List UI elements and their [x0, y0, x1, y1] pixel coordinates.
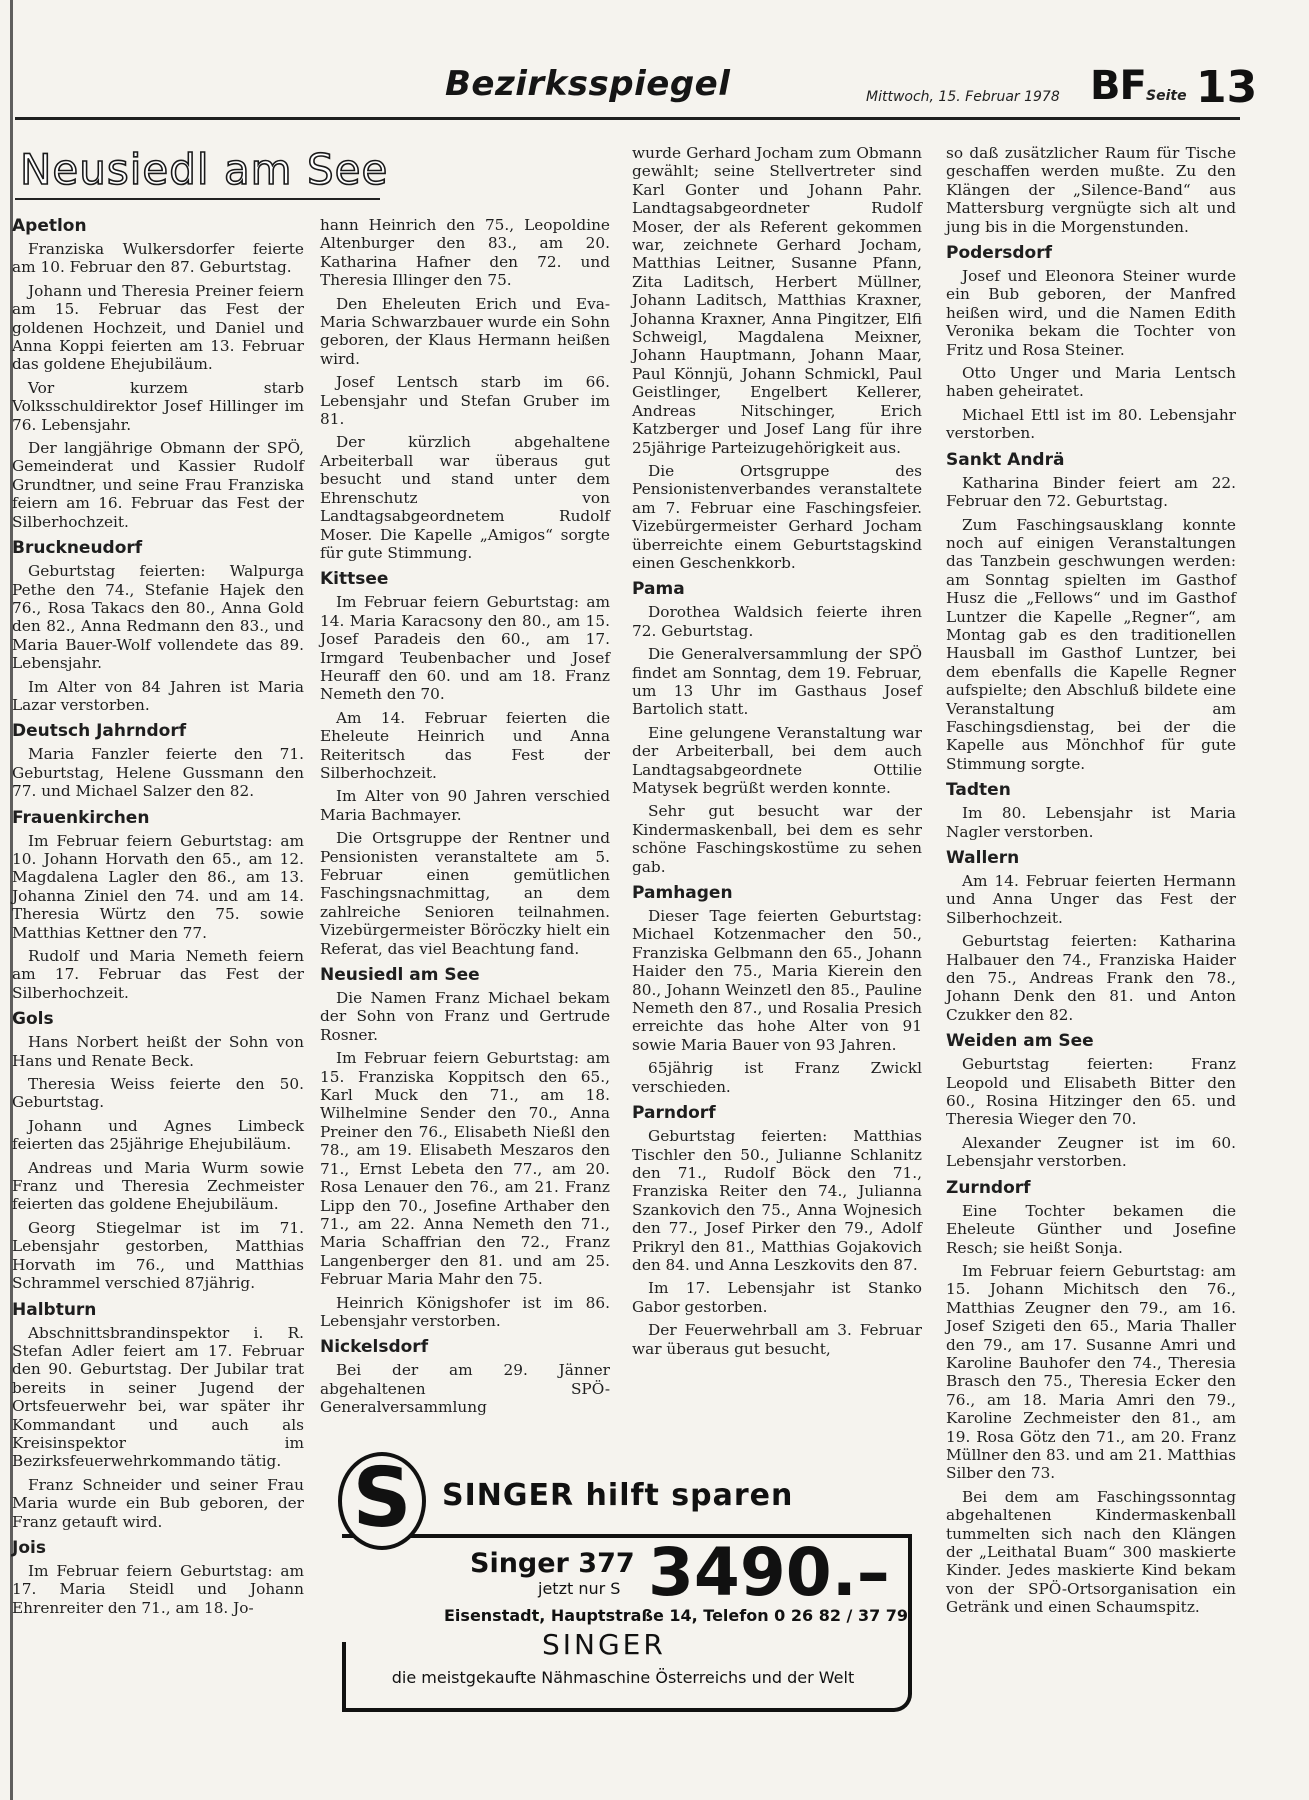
article-paragraph: Im Februar feiern Geburtstag: am 14. Maria Karacsony den 80., am 15. Josef Paradeis den 60., am 17. Irmgard Teubenbacher und Josef Heuraff den 60. und am 18. Franz Nemeth den 70.: [320, 593, 610, 704]
location-heading: Zurndorf: [946, 1177, 1031, 1198]
article-paragraph-continued: wurde Gerhard Jocham zum Obmann gewählt; seine Stellvertreter sind Karl Gonter und Johann Pahr. Landtagsabgeordneter Rudolf Moser, der als Referent gekommen war, zeichnete Gerhard Jocham, Matthias Leitner, Susanne Pfann, Zita Laditsch, Herbert Müllner, Johann Laditsch, Matthias Kraxner, Johanna Kraxner, Anna Pingitzer, Elfi Schweigl, Magdalena Meixner, Johann Hauptmann, Johann Maar, Paul Könnjü, Johann Schmickl, Paul Geistlinger, Engelbert Kellerer, Andreas Nitschinger, Erich Katzberger und Josef Lang für ihre 25jährige Parteizugehörigkeit aus.: [632, 144, 922, 457]
ad-headline-rest: hilft sparen: [585, 1478, 794, 1513]
location-heading: Gols: [12, 1009, 54, 1030]
ad-headline: [442, 1478, 793, 1513]
location-heading: Sankt Andrä: [946, 449, 1065, 470]
article-paragraph: Sehr gut besucht war der Kindermaskenball, bei dem es sehr schöne Faschingskostüme zu sehen gab.: [632, 802, 922, 876]
article-paragraph: Im Alter von 84 Jahren ist Maria Lazar verstorben.: [12, 677, 304, 714]
location-heading: Frauenkirchen: [12, 807, 150, 828]
article-paragraph: Im 80. Lebensjahr ist Maria Nagler verstorben.: [946, 804, 1236, 841]
article-paragraph: Josef Lentsch starb im 66. Lebensjahr und Stefan Gruber im 81.: [320, 373, 610, 429]
article-paragraph: Im Februar feiern Geburtstag: am 10. Johann Horvath den 65., am 12. Magdalena Lagler den 86., am 13. Johanna Ziniel den 74. und am 14. Theresia Würtz den 75. sowie Matthias Kettner den 77.: [12, 831, 304, 942]
article-paragraph: Bei der am 29. Jänner abgehaltenen SPÖ-Generalversammlung: [320, 1361, 610, 1417]
article-paragraph: Geburtstag feierten: Franz Leopold und Elisabeth Bitter den 60., Rosina Hitzinger den 65. und Theresia Wieger den 70.: [946, 1055, 1236, 1129]
article-paragraph: Vor kurzem starb Volksschuldirektor Josef Hillinger im 76. Lebensjahr.: [12, 378, 304, 434]
location-heading: Tadten: [946, 780, 1011, 801]
location-heading: Weiden am See: [946, 1031, 1094, 1052]
article-paragraph: Eine Tochter bekamen die Eheleute Günther und Josefine Resch; sie heißt Sonja.: [946, 1201, 1236, 1257]
ad-address: Eisenstadt, Hauptstraße 14, Telefon 0 26 82 / 37 79: [444, 1606, 909, 1625]
page-number: 13: [1196, 62, 1258, 113]
article-paragraph: Zum Faschingsausklang konnte noch auf einigen Veranstaltungen das Tanzbein geschwungen werden: am Sonntag spielten im Gasthof Husz die „Fellows“ und im Gasthof Luntzer die Kapelle „Regner“, am Montag gab es den traditionellen Hausball im Gasthof Luntzer, bei dem ebenfalls die Kapelle Regner aufspielte; den Abschluß bildete eine Veranstaltung am Faschingsdienstag, bei der die Kapelle aus Mönchhof für gute Stimmung sorgte.: [946, 515, 1236, 773]
article-paragraph: Im 17. Lebensjahr ist Stanko Gabor gestorben.: [632, 1279, 922, 1316]
article-paragraph: Dorothea Waldsich feierte ihren 72. Geburtstag.: [632, 603, 922, 640]
masthead-rule: [15, 198, 380, 200]
article-column-2: [320, 216, 610, 1422]
article-paragraph: Die Generalversammlung der SPÖ findet am Sonntag, dem 19. Februar, um 13 Uhr im Gasthaus Josef Bartolich statt.: [632, 645, 922, 719]
article-paragraph: Geburtstag feierten: Matthias Tischler den 50., Julianne Schlanitz den 71., Rudolf Böck den 71., Franziska Reiter den 74., Julianna Szankovich den 75., Anna Wojnesich den 77., Josef Pirker den 79., Adolf Prikryl den 81., Matthias Gojakovich den 84. und Anna Leszkovits den 87.: [632, 1127, 922, 1274]
article-paragraph: Im Alter von 90 Jahren verschied Maria Bachmayer.: [320, 787, 610, 824]
singer-logo-letter: S: [352, 1451, 412, 1546]
singer-advertisement: [332, 1452, 920, 1714]
ad-headline-brand: SINGER: [442, 1478, 575, 1513]
article-paragraph: Im Februar feiern Geburtstag: am 15. Johann Michitsch den 76., Matthias Zeugner den 79., am 16. Josef Szigeti den 65., Maria Thaller den 79., am 17. Susanne Amri und Karoline Bauhofer den 74., Theresia Brasch den 75., Theresia Ecker den 76., am 18. Maria Amri den 79., Karoline Zechmeister den 81., am 19. Rosa Götz den 71., am 20. Franz Müllner den 83. und am 21. Matthias Silber den 73.: [946, 1261, 1236, 1483]
location-heading: Apetlon: [12, 216, 87, 236]
singer-logo: [338, 1452, 426, 1550]
article-paragraph: Georg Stiegelmar ist im 71. Lebensjahr gestorben, Matthias Horvath im 76., und Matthias Schrammel verschied 87jährig.: [12, 1218, 304, 1293]
article-paragraph: Theresia Weiss feierte den 50. Geburtstag.: [12, 1075, 304, 1112]
article-paragraph: Michael Ettl ist im 80. Lebensjahr verstorben.: [946, 405, 1236, 443]
article-paragraph: Die Ortsgruppe des Pensionistenverbandes veranstaltete am 7. Februar eine Faschingsfeier. Vizebürgermeister Gerhard Jocham überreichte einem Geburtstagskind einen Geschenkkorb.: [632, 461, 922, 572]
article-paragraph: Maria Fanzler feierte den 71. Geburtstag, Helene Gussmann den 77. und Michael Salzer den 82.: [12, 745, 304, 801]
location-heading: Podersdorf: [946, 243, 1052, 264]
article-paragraph-continued: hann Heinrich den 75., Leopoldine Altenburger den 83., am 20. Katharina Hafner den 72. und Theresia Illinger den 75.: [320, 216, 610, 290]
article-paragraph: Heinrich Königshofer ist im 86. Lebensjahr verstorben.: [320, 1293, 610, 1330]
location-heading: Neusiedl am See: [320, 965, 480, 986]
article-paragraph: Josef und Eleonora Steiner wurde ein Bub geboren, der Manfred heißen wird, und die Namen Edith Veronika bekam die Tochter von Fritz und Rosa Steiner.: [946, 267, 1236, 359]
location-heading: Halbturn: [12, 1299, 97, 1320]
article-paragraph: Johann und Theresia Preiner feiern am 15. Februar das Fest der goldenen Hochzeit, und Daniel und Anna Koppi feierten am 13. Februar das goldene Ehejubiläum.: [12, 281, 304, 374]
article-paragraph: Die Namen Franz Michael bekam der Sohn von Franz und Gertrude Rosner.: [320, 989, 610, 1044]
article-paragraph: Den Eheleuten Erich und Eva-Maria Schwarzbauer wurde ein Sohn geboren, der Klaus Hermann heißen wird.: [320, 294, 610, 368]
article-paragraph: Im Februar feiern Geburtstag: am 17. Maria Steidl und Johann Ehrenreiter den 71., am 18. Jo-: [12, 1561, 304, 1617]
article-paragraph: Otto Unger und Maria Lentsch haben geheiratet.: [946, 364, 1236, 401]
article-paragraph: Geburtstag feierten: Walpurga Pethe den 74., Stefanie Hajek den 76., Rosa Takacs den 80., Anna Gold den 82., Anna Redmann den 83., und Maria Bauer-Wolf vollendete das 89. Lebensjahr.: [12, 562, 304, 673]
location-heading: Nickelsdorf: [320, 1337, 429, 1358]
article-paragraph: Am 14. Februar feierten die Eheleute Heinrich und Anna Reiteritsch das Fest der Silberhochzeit.: [320, 708, 610, 782]
article-paragraph: Der Feuerwehrball am 3. Februar war überaus gut besucht,: [632, 1321, 922, 1358]
article-paragraph: Abschnittsbrandinspektor i. R. Stefan Adler feiert am 17. Februar den 90. Geburtstag. Der Jubilar trat bereits in seiner Jugend der Ortsfeuerwehr bei, war später ihr Kommandant und auch als Kreisinspektor im Bezirksfeuerwehrkommando tätig.: [12, 1323, 304, 1471]
header-rule: [15, 117, 1240, 120]
article-column-1: [12, 216, 304, 1622]
article-paragraph: Dieser Tage feierten Geburtstag: Michael Kotzenmacher den 50., Franziska Gelbmann den 65., Johann Haider den 75., Maria Kierein den 80., Johann Weinzetl den 85., Pauline Nemeth den 87., und Rosalia Presich erreichte das hohe Alter von 91 sowie Maria Bauer von 93 Jahren.: [632, 907, 922, 1054]
article-paragraph: Alexander Zeugner ist im 60. Lebensjahr verstorben.: [946, 1133, 1236, 1171]
location-heading: Wallern: [946, 848, 1020, 868]
article-paragraph: Der kürzlich abgehaltene Arbeiterball war überaus gut besucht und stand unter dem Ehrenschutz von Landtagsabgeordnetem Rudolf Moser. Die Kapelle „Amigos“ sorgte für gute Stimmung.: [320, 433, 610, 562]
article-paragraph: Rudolf und Maria Nemeth feiern am 17. Februar das Fest der Silberhochzeit.: [12, 947, 304, 1002]
ad-price: 3490.–: [648, 1534, 890, 1611]
location-heading: Bruckneudorf: [12, 538, 143, 559]
article-paragraph: Am 14. Februar feierten Hermann und Anna Unger das Fest der Silberhochzeit.: [946, 872, 1236, 927]
article-paragraph-continued: so daß zusätzlicher Raum für Tische geschaffen werden mußte. Zu den Klängen der „Silence-Band“ aus Mattersburg vergnügte sich alt und jung bis in die Morgenstunden.: [946, 144, 1236, 236]
article-paragraph: Geburtstag feierten: Katharina Halbauer den 74., Franziska Haider den 75., Andreas Frank den 78., Johann Denk den 81. und Anton Czukker den 82.: [946, 932, 1236, 1024]
ad-model: Singer 377: [470, 1548, 635, 1579]
article-paragraph: Franz Schneider und seiner Frau Maria wurde ein Bub geboren, der Franz getauft wird.: [12, 1475, 304, 1531]
issue-date: Mittwoch, 15. Februar 1978: [866, 89, 1060, 105]
article-paragraph: Katharina Binder feiert am 22. Februar den 72. Geburtstag.: [946, 473, 1236, 511]
article-paragraph: Im Februar feiern Geburtstag: am 15. Franziska Koppitsch den 65., Karl Muck den 71., am 18. Wilhelmine Sender den 70., Anna Preiner den 76., Elisabeth Nießl den 78., am 19. Elisabeth Meszaros den 71., Ernst Lebeta den 77., am 20. Rosa Lenauer den 76., am 21. Franz Lipp den 70., Josefine Arthaber den 71., am 22. Anna Nemeth den 71., Maria Schaffrian den 72., Franz Langenberger den 81. und am 25. Februar Maria Mahr den 75.: [320, 1049, 610, 1289]
article-paragraph: Eine gelungene Veranstaltung war der Arbeiterball, bei dem auch Landtagsabgeordnete Ottilie Matysek begrüßt werden konnte.: [632, 723, 922, 797]
article-paragraph: Johann und Agnes Limbeck feierten das 25jährige Ehejubiläum.: [12, 1116, 304, 1154]
page-label: Seite: [1146, 88, 1187, 104]
article-column-3: [632, 144, 922, 1363]
article-paragraph: Der langjährige Obmann der SPÖ, Gemeinderat und Kassier Rudolf Grundtner, und seine Frau Franziska feiern am 16. Februar das Fest der Silberhochzeit.: [12, 439, 304, 531]
article-column-4: [946, 144, 1236, 1622]
location-heading: Pamhagen: [632, 883, 733, 904]
article-paragraph: Franziska Wulkersdorfer feierte am 10. Februar den 87. Geburtstag.: [12, 240, 304, 277]
ad-slogan: die meistgekaufte Nähmaschine Österreichs und der Welt: [391, 1668, 855, 1687]
location-heading: Kittsee: [320, 569, 389, 590]
location-heading: Parndorf: [632, 1103, 716, 1124]
article-paragraph: Bei dem am Faschingssonntag abgehaltenen Kindermaskenball tummelten sich nach den Klängen der „Leithatal Buam“ 300 maskierte Kinder. Jedes maskierte Kind bekam von der SPÖ-Ortsorganisation ein Getränk und einen Schaumspitz.: [946, 1487, 1236, 1617]
newspaper-logo: BF: [1090, 63, 1146, 109]
location-heading: Pama: [632, 579, 685, 600]
article-paragraph: 65jährig ist Franz Zwickl verschieden.: [632, 1059, 922, 1096]
section-title: Bezirksspiegel: [445, 64, 731, 104]
article-paragraph: Die Ortsgruppe der Rentner und Pensionisten veranstaltete am 5. Februar einen gemütlichen Faschingsnachmittag, an dem zahlreiche Senioren teilnahmen. Vizebürgermeister Böröczky hielt ein Referat, das viel Beachtung fand.: [320, 829, 610, 958]
article-paragraph: Hans Norbert heißt der Sohn von Hans und Renate Beck.: [12, 1033, 304, 1070]
ad-offer-text: jetzt nur S: [538, 1579, 621, 1598]
location-heading: Jois: [12, 1537, 46, 1558]
ad-brand: SINGER: [542, 1628, 666, 1661]
location-heading: Deutsch Jahrndorf: [12, 721, 187, 742]
article-paragraph: Andreas und Maria Wurm sowie Franz und Theresia Zechmeister feierten das goldene Ehejubiläum.: [12, 1158, 304, 1214]
district-masthead: Neusiedl am See: [20, 145, 389, 194]
